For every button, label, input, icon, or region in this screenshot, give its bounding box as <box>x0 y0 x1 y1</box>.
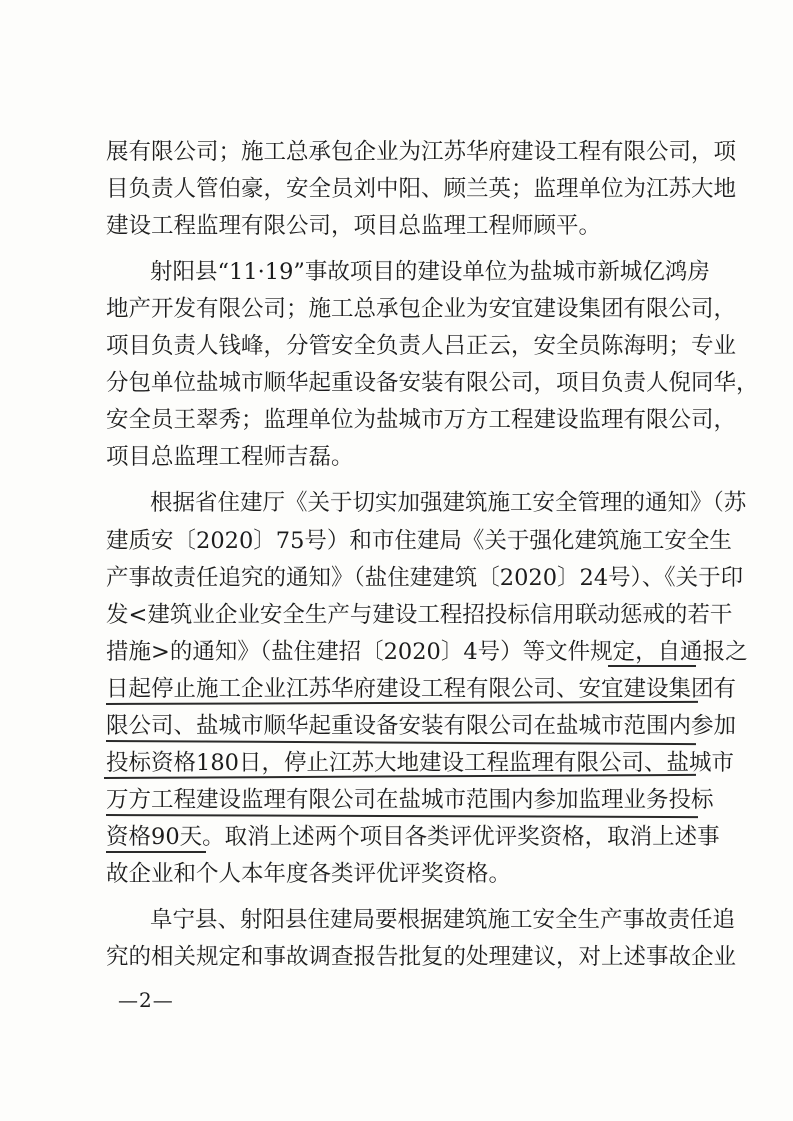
text-line: 根据省住建厅《关于切实加强建筑施工安全管理的通知》（苏 <box>150 490 747 516</box>
text-line: 阜宁县、射阳县住建局要根据建筑施工安全生产事故责任追 <box>150 907 736 933</box>
text-line: 分包单位盐城市顺华起重设备安装有限公司，项目负责人倪同华， <box>106 370 759 396</box>
text-line: 安全员王翠秀；监理单位为盐城市万方工程建设监理有限公司， <box>106 407 737 433</box>
page-number: —2— <box>118 988 174 1012</box>
text-line: 项目负责人钱峰，分管安全负责人吕正云，安全员陈海明；专业 <box>106 333 737 359</box>
handwritten-underline <box>106 851 206 853</box>
text-line: 投标资格180日，停止江苏大地建设工程监理有限公司、盐城市 <box>106 750 734 776</box>
text-line: 建设工程监理有限公司，项目总监理工程师顾平。 <box>106 213 602 239</box>
text-line: 展有限公司；施工总承包企业为江苏华府建设工程有限公司，项 <box>106 139 737 165</box>
handwritten-underline <box>608 665 696 667</box>
text-line: 产事故责任追究的通知》（盐住建建筑〔2020〕24号）、《关于印 <box>106 565 744 591</box>
text-line: 限公司、盐城市顺华起重设备安装有限公司在盐城市范围内参加 <box>106 713 737 739</box>
text-line: 发<建筑业企业安全生产与建设工程招投标信用联动惩戒的若干 <box>106 602 733 628</box>
text-line: 目负责人管伯豪，安全员刘中阳、顾兰英；监理单位为江苏大地 <box>106 176 737 202</box>
text-line: 究的相关规定和事故调查报告批复的处理建议，对上述事故企业 <box>106 944 737 970</box>
text-line: 故企业和个人本年度各类评优评奖资格。 <box>106 861 512 887</box>
text-line: 资格90天。取消上述两个项目各类评优评奖资格，取消上述事 <box>106 824 720 850</box>
text-line: 措施>的通知》（盐住建招〔2020〕4号）等文件规定，自通报之 <box>106 639 748 665</box>
text-line: 地产开发有限公司；施工总承包企业为安宜建设集团有限公司， <box>106 296 737 322</box>
text-line: 万方工程建设监理有限公司在盐城市范围内参加监理业务投标 <box>106 787 714 813</box>
text-line: 射阳县“11·19”事故项目的建设单位为盐城市新城亿鸿房 <box>150 259 710 285</box>
text-line: 建质安〔2020〕75号）和市住建局《关于强化建筑施工安全生 <box>106 528 732 554</box>
text-line: 项目总监理工程师吉磊。 <box>106 444 354 470</box>
text-line: 日起停止施工企业江苏华府建设工程有限公司、安宜建设集团有 <box>106 676 737 702</box>
